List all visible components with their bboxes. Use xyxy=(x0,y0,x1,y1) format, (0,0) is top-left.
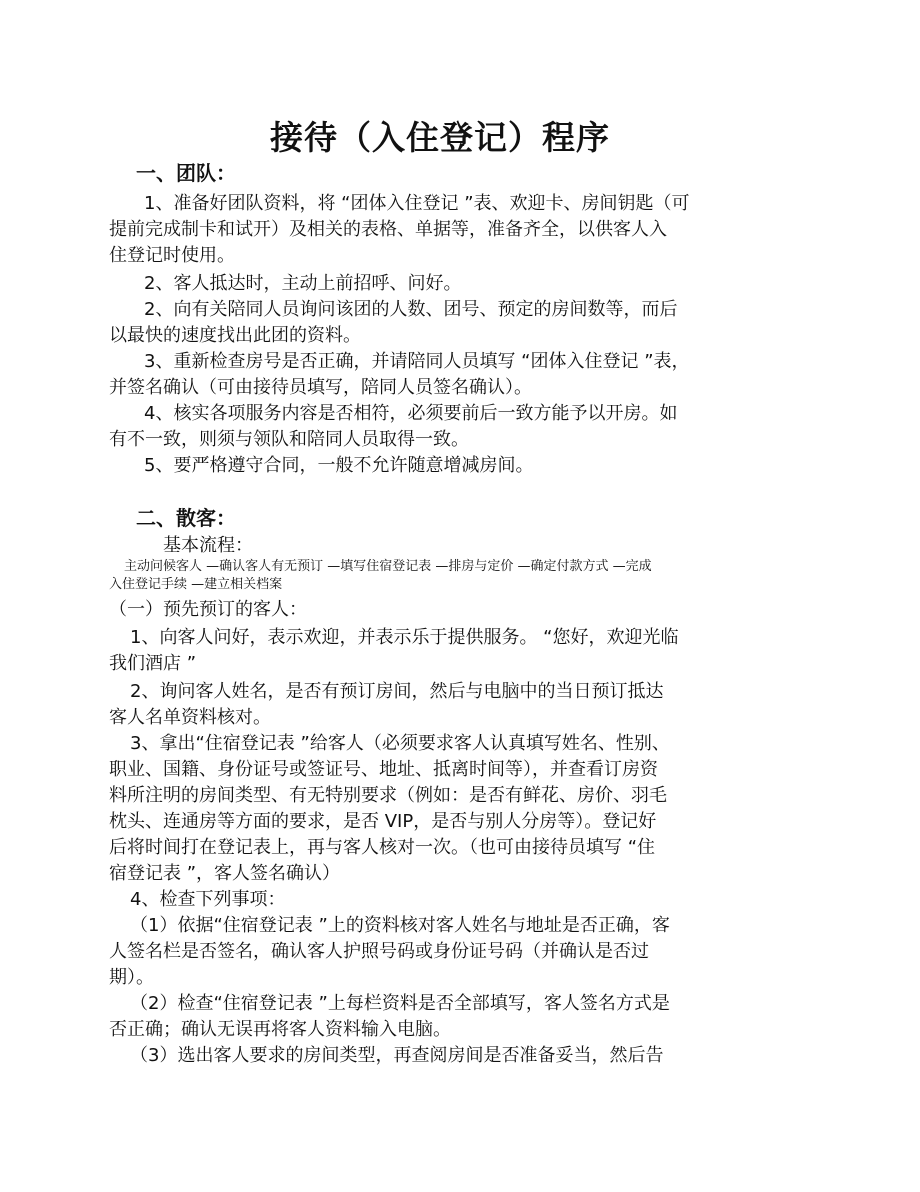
paragraph-line: （3）选出客人要求的房间类型，再查阅房间是否准备妥当，然后告 xyxy=(130,1045,664,1066)
section-heading-group: 一、团队： xyxy=(136,161,236,185)
flow-line: 主动问候客人 —确认客人有无预订 —填写住宿登记表 —排房与定价 —确定付款方式 —完成 xyxy=(124,559,652,574)
paragraph-line: 人签名栏是否签名，确认客人护照号码或身份证号码（并确认是否过 xyxy=(109,941,649,962)
paragraph-line: 2、询问客人姓名，是否有预订房间，然后与电脑中的当日预订抵达 xyxy=(130,681,664,702)
paragraph-line: 料所注明的房间类型、有无特别要求（例如：是否有鲜花、房价、羽毛 xyxy=(109,785,667,806)
subheading-basic-flow: 基本流程： xyxy=(163,535,253,556)
paragraph-line: 后将时间打在登记表上，再与客人核对一次。（也可由接待员填写 “住 xyxy=(109,837,656,858)
paragraph-line: 4、核实各项服务内容是否相符，必须要前后一致方能予以开房。如 xyxy=(144,403,678,424)
document-title: 接待（入住登记）程序 xyxy=(270,118,610,157)
paragraph-line: 1、向客人问好，表示欢迎，并表示乐于提供服务。 “您好，欢迎光临 xyxy=(130,627,679,648)
paragraph-line: 2、客人抵达时，主动上前招呼、问好。 xyxy=(144,273,462,294)
paragraph-line: 宿登记表 ”，客人签名确认） xyxy=(109,863,341,884)
paragraph-line: 职业、国籍、身份证号或签证号、地址、抵离时间等），并查看订房资 xyxy=(109,759,658,780)
paragraph-line: 3、重新检查房号是否正确，并请陪同人员填写 “团体入住登记 ”表， xyxy=(144,351,690,372)
paragraph-line: 4、检查下列事项： xyxy=(130,889,286,910)
paragraph-line: 提前完成制卡和试开）及相关的表格、单据等，准备齐全，以供客人入 xyxy=(109,219,667,240)
section-heading-individual: 二、散客： xyxy=(136,506,236,530)
paragraph-line: 并签名确认（可由接待员填写，陪同人员签名确认）。 xyxy=(109,377,532,398)
paragraph-line: 1、准备好团队资料，将 “团体入住登记 ”表、欢迎卡、房间钥匙（可 xyxy=(144,193,690,214)
paragraph-line: 期）。 xyxy=(109,967,154,988)
paragraph-line: 5、要严格遵守合同，一般不允许随意增减房间。 xyxy=(144,455,534,476)
paragraph-line: （1）依据“住宿登记表 ”上的资料核对客人姓名与地址是否正确，客 xyxy=(130,915,670,936)
paragraph-line: 3、拿出“住宿登记表 ”给客人（必须要求客人认真填写姓名、性别、 xyxy=(130,733,670,754)
paragraph-line: 2、向有关陪同人员询问该团的人数、团号、预定的房间数等，而后 xyxy=(144,299,678,320)
paragraph-line: 枕头、连通房等方面的要求，是否 VIP，是否与别人分房等）。登记好 xyxy=(109,811,657,832)
subsection-heading: （一）预先预订的客人： xyxy=(109,599,307,620)
paragraph-line: 客人名单资料核对。 xyxy=(109,707,271,728)
paragraph-line: 以最快的速度找出此团的资料。 xyxy=(109,325,361,346)
paragraph-line: 有不一致，则须与领队和陪同人员取得一致。 xyxy=(109,429,469,450)
paragraph-line: 否正确；确认无误再将客人资料输入电脑。 xyxy=(109,1019,451,1040)
paragraph-line: （2）检查“住宿登记表 ”上每栏资料是否全部填写，客人签名方式是 xyxy=(130,993,670,1014)
paragraph-line: 我们酒店 ” xyxy=(109,653,197,674)
paragraph-line: 住登记时使用。 xyxy=(109,245,235,266)
flow-line: 入住登记手续 —建立相关档案 xyxy=(109,577,283,592)
